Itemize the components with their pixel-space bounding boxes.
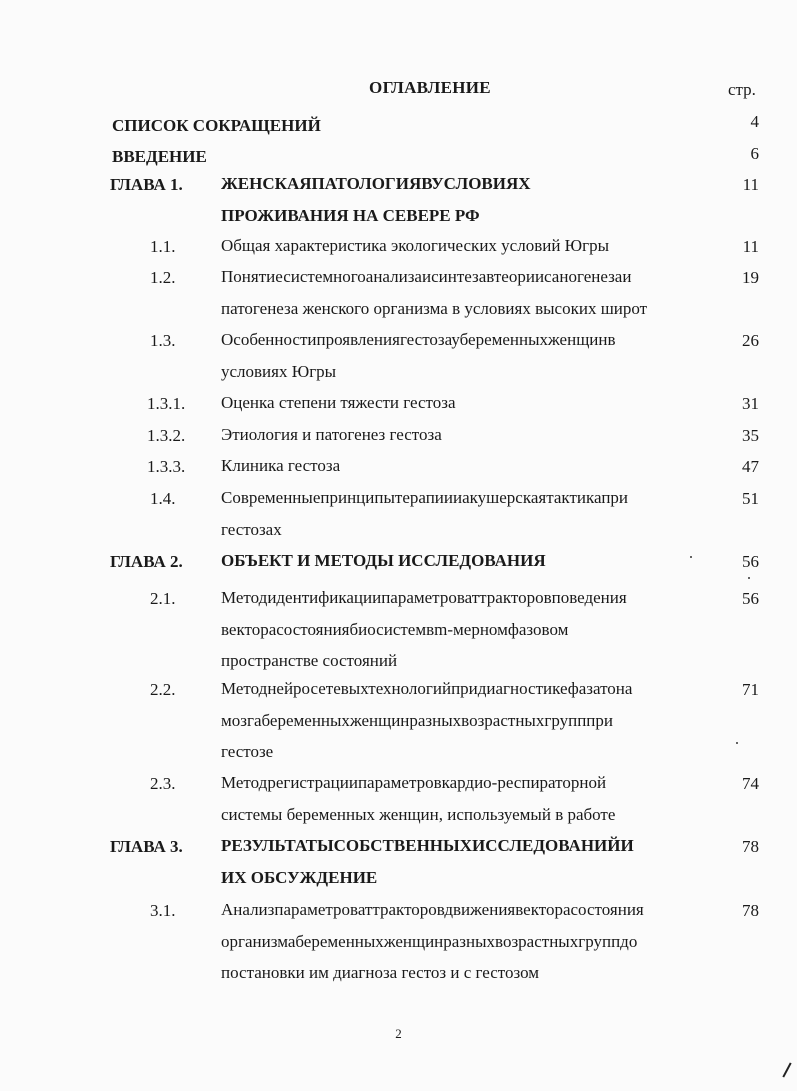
toc-entry-line: Оценка степени тяжести гестоза	[221, 393, 456, 412]
toc-entry-title	[221, 673, 717, 768]
scan-speck	[748, 577, 750, 579]
toc-entry-page: 51	[742, 489, 759, 508]
toc-entry-line: Анализпараметроваттракторовдвижениявекторасостояния	[221, 900, 644, 919]
toc-entry-title	[221, 894, 717, 989]
toc-entry-number: 2.1.	[150, 589, 176, 608]
toc-entry-title	[221, 419, 717, 451]
toc-entry-number: ГЛАВА 1.	[110, 175, 183, 194]
toc-entry-line: Методрегистрациипараметровкардио-респираторной	[221, 773, 607, 792]
toc-entry-line: Особенностипроявлениягестозаубеременныхженщинв	[221, 330, 616, 349]
toc-entry-number: 1.4.	[150, 489, 176, 508]
toc-entry-page: 71	[742, 680, 759, 699]
toc-entry-line: РЕЗУЛЬТАТЫСОБСТВЕННЫХИССЛЕДОВАНИЙИ	[221, 836, 634, 855]
toc-entry-line: условиях Югры	[221, 361, 337, 381]
toc-entry-title	[221, 261, 717, 324]
toc-entry-number: ГЛАВА 2.	[110, 552, 183, 571]
toc-entry-line: ЖЕНСКАЯПАТОЛОГИЯВУСЛОВИЯХ	[221, 174, 531, 193]
toc-entry-line: патогенеза женского организма в условиях высоких широт	[221, 298, 648, 318]
toc-entry-title	[221, 387, 717, 419]
toc-entry-line: ПРОЖИВАНИЯ НА СЕВЕРЕ РФ	[221, 205, 480, 225]
toc-entry-page: 56	[742, 589, 759, 608]
toc-entry-line: Этиология и патогенез гестоза	[221, 425, 442, 444]
toc-entry-title	[221, 767, 717, 830]
toc-entry-title	[221, 168, 717, 231]
toc-entry-line: мозгабеременныхженщинразныхвозрастныхгрупппри	[221, 710, 613, 730]
toc-entry-line: ОБЪЕКТ И МЕТОДЫ ИССЛЕДОВАНИЯ	[221, 551, 546, 570]
toc-entry-page: 26	[742, 331, 759, 350]
toc-entry-number: 1.3.2.	[147, 426, 186, 445]
page-number: 2	[395, 1026, 402, 1041]
toc-entry-line: гестозе	[221, 742, 274, 761]
toc-entry-number: 2.2.	[150, 680, 176, 699]
toc-entry-page: 78	[742, 837, 759, 856]
toc-entry-title	[221, 830, 717, 893]
toc-entry-line: векторасостояниябиосистемвm-мерномфазовом	[221, 619, 569, 639]
toc-entry-line: Общая характеристика экологических условий Югры	[221, 236, 610, 255]
toc-entry-page: 11	[742, 175, 759, 194]
scan-mark	[782, 1062, 791, 1077]
toc-entry-abbreviations[interactable]: СПИСОК СОКРАЩЕНИЙ	[112, 116, 321, 135]
toc-entry-title	[221, 482, 717, 545]
toc-entry-number: 1.1.	[150, 237, 176, 256]
scan-speck	[736, 742, 738, 744]
toc-entry-page: 78	[742, 901, 759, 920]
scan-speck	[690, 556, 692, 558]
toc-page-introduction: 6	[750, 144, 759, 163]
toc-entry-line: постановки им диагноза гестоз и с гестозом	[221, 963, 540, 982]
page-column-header: стр.	[728, 80, 756, 99]
toc-entry-line: Современныепринципытерапиииакушерскаятактикапри	[221, 488, 629, 507]
toc-entry-title	[221, 230, 717, 262]
toc-entry-title	[221, 582, 717, 677]
toc-entry-number: 3.1.	[150, 901, 176, 920]
toc-entry-line: системы беременных женщин, используемый в работе	[221, 804, 616, 824]
toc-entry-page: 19	[742, 268, 759, 287]
toc-entry-line: ИХ ОБСУЖДЕНИЕ	[221, 867, 378, 887]
toc-entry-page: 47	[742, 457, 759, 476]
toc-entry-title	[221, 545, 717, 577]
toc-entry-line: гестозах	[221, 519, 282, 539]
toc-entry-number: ГЛАВА 3.	[110, 837, 183, 856]
toc-entry-number: 1.3.3.	[147, 457, 186, 476]
toc-entry-title	[221, 324, 717, 387]
toc-entry-line: организмабеременныхженщинразныхвозрастныхгруппдо	[221, 931, 638, 951]
toc-entry-number: 1.3.1.	[147, 394, 186, 413]
toc-entry-line: Клиника гестоза	[221, 456, 341, 475]
toc-entry-line: Методнейросетевыхтехнологийпридиагностикефазатона	[221, 679, 633, 698]
toc-entry-line: Методидентификациипараметроваттракторовповедения	[221, 588, 627, 607]
toc-entry-title	[221, 450, 717, 482]
toc-entry-page: 31	[742, 394, 759, 413]
toc-entry-number: 1.2.	[150, 268, 176, 287]
toc-entry-page: 74	[742, 774, 759, 793]
toc-entry-page: 11	[742, 237, 759, 256]
toc-page-abbreviations: 4	[750, 112, 759, 131]
toc-entry-introduction[interactable]: ВВЕДЕНИЕ	[112, 147, 207, 166]
toc-entry-page: 56	[742, 552, 759, 571]
toc-entry-line: пространстве состояний	[221, 651, 398, 670]
toc-entry-page: 35	[742, 426, 759, 445]
page-title: ОГЛАВЛЕНИЕ	[369, 78, 491, 97]
toc-entry-line: Понятиесистемногоанализаисинтезавтеориисаногенезаи	[221, 267, 632, 286]
toc-entry-number: 1.3.	[150, 331, 176, 350]
toc-entry-number: 2.3.	[150, 774, 176, 793]
